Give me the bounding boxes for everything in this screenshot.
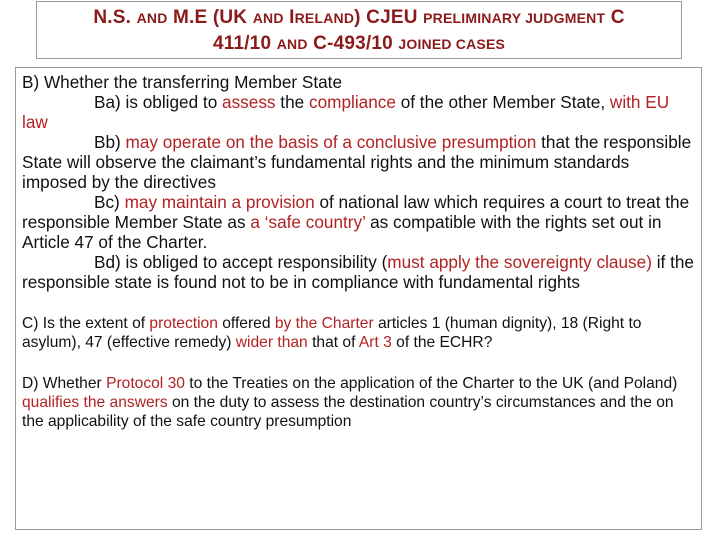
title-run: 411/10 bbox=[212, 33, 277, 54]
highlighted-text: protection bbox=[149, 315, 218, 332]
highlighted-text: Protocol 30 bbox=[106, 375, 185, 392]
question-ba bbox=[22, 92, 695, 132]
title-run: M.E (UK bbox=[167, 7, 253, 28]
highlighted-text: with EU law bbox=[22, 92, 670, 132]
body-text: Bc) bbox=[94, 192, 125, 212]
body-text: of the other Member State, bbox=[395, 92, 610, 112]
body-text: C) Is the extent of bbox=[22, 315, 150, 332]
highlighted-text: wider than bbox=[235, 334, 308, 351]
highlighted-text: qualifies the answers bbox=[22, 394, 168, 411]
question-d bbox=[22, 374, 695, 431]
title-smallcaps-run: RELAND bbox=[294, 10, 355, 26]
body-text: of national law which requires a court to treat the responsible Member State as bbox=[22, 192, 690, 232]
body-text: as compatible with the rights set out in Article 47 of the Charter. bbox=[22, 212, 662, 252]
body-text: D) Whether bbox=[22, 375, 107, 392]
title-smallcaps-run: AND bbox=[136, 10, 168, 26]
highlighted-text: may operate on the basis of a conclusive presumption bbox=[125, 132, 537, 152]
question-bd bbox=[22, 252, 695, 292]
question-b-intro bbox=[22, 72, 695, 92]
highlighted-text: by the Charter bbox=[274, 315, 374, 332]
title-run: I bbox=[283, 7, 295, 28]
question-bb bbox=[22, 132, 695, 192]
highlighted-text: compliance bbox=[308, 92, 396, 112]
title-smallcaps-run: JOINED CASES bbox=[398, 36, 506, 52]
body-text: of the ECHR? bbox=[391, 334, 493, 351]
body-text: that the responsible State will observe the claimant’s fundamental rights and the minimum standards imposed by the directives bbox=[22, 132, 692, 192]
body-text: offered bbox=[217, 315, 275, 332]
body-text: Ba) is obliged to bbox=[94, 92, 223, 112]
title-line-1 bbox=[37, 5, 681, 31]
body-text: to the Treaties on the application of the Charter to the UK (and Poland) bbox=[184, 375, 678, 392]
body-text: on the duty to assess the destination country’s circumstances and the on the applicability of the safe country presumption bbox=[22, 394, 674, 430]
title-line-2 bbox=[37, 31, 681, 57]
highlighted-text: assess bbox=[222, 92, 276, 112]
body-text: Bd) is obliged to accept responsibility ( bbox=[94, 252, 388, 272]
slide-title bbox=[36, 1, 682, 59]
body-text: articles 1 (human dignity), 18 (Right to asylum), 47 (effective remedy) bbox=[22, 315, 642, 351]
highlighted-text: Art 3 bbox=[358, 334, 392, 351]
title-smallcaps-run: PRELIMINARY JUDGMENT bbox=[423, 10, 606, 26]
highlighted-text: a ‘safe country’ bbox=[250, 212, 366, 232]
highlighted-text: must apply the sovereignty clause) bbox=[387, 252, 652, 272]
body-text: the bbox=[275, 92, 309, 112]
question-c bbox=[22, 314, 695, 352]
slide-body bbox=[15, 67, 702, 530]
question-bc bbox=[22, 192, 695, 252]
title-run: C-493/10 bbox=[307, 33, 399, 54]
highlighted-text: may maintain a provision bbox=[124, 192, 315, 212]
body-text: if the responsible state is found not to be in compliance with fundamental rights bbox=[22, 252, 694, 292]
body-text: B) Whether the transferring Member State bbox=[22, 72, 343, 92]
title-smallcaps-run: AND bbox=[276, 36, 308, 52]
title-run: C bbox=[605, 7, 625, 28]
title-run: N.S. bbox=[93, 7, 137, 28]
body-text: that of bbox=[307, 334, 359, 351]
title-smallcaps-run: AND bbox=[252, 10, 284, 26]
title-run: ) CJEU bbox=[354, 7, 424, 28]
body-text: Bb) bbox=[94, 132, 126, 152]
